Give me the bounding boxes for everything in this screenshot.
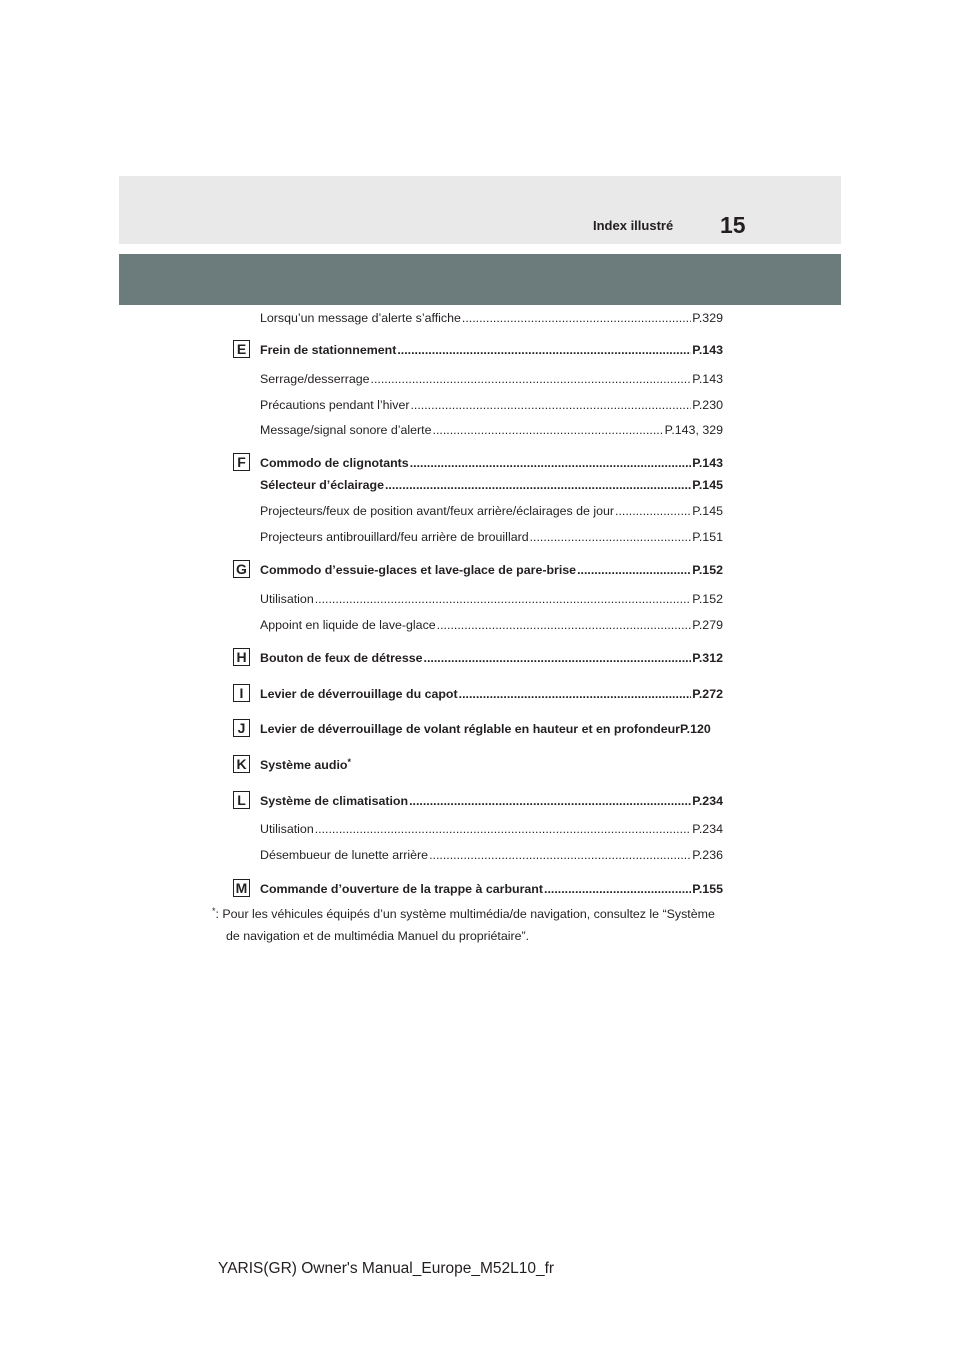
leader-dots [462,310,691,326]
entry-page-ref: P.329 [692,311,723,325]
footnote-marker: * [347,757,351,767]
leader-dots [397,342,691,358]
leader-dots [371,371,692,387]
entry-label: Sélecteur d’éclairage [260,478,384,492]
leader-dots [410,455,692,471]
entry-page-ref: P.230 [692,398,723,412]
index-entry [260,397,723,413]
leader-dots [409,793,691,809]
entry-label: Commodo d’essuie-glaces et lave-glace de pare-brise [260,563,577,577]
letter-box-j: J [233,719,250,737]
letter-box-i: I [233,684,250,702]
entry-label: Utilisation [260,592,314,606]
entry-page-ref: P.143 [692,456,723,470]
entry-page-ref: P.145 [692,478,723,492]
entry-label: Désembueur de lunette arrière [260,848,429,862]
leader-dots [437,617,692,633]
index-entry [260,881,723,897]
index-entry [260,821,723,837]
entry-label: Système de climatisation [260,794,409,808]
letter-box-m: M [233,879,250,897]
page-number: 15 [720,212,746,238]
entry-label: Appoint en liquide de lave-glace [260,618,436,632]
entry-page-ref: P.143 [692,343,723,357]
index-entry [260,422,723,438]
leader-dots [410,397,691,413]
entry-label: Bouton de feux de détresse [260,651,423,665]
entry-label: Levier de déverrouillage du capot [260,687,458,701]
leader-dots [385,477,691,493]
entry-label: Serrage/desserrage [260,372,370,386]
entry-label: Commande d’ouverture de la trappe à carburant [260,882,543,896]
index-entry [260,529,723,545]
leader-dots [315,591,691,607]
entry-label: Projecteurs antibrouillard/feu arrière de brouillard [260,530,529,544]
letter-box-g: G [233,560,250,578]
leader-dots [615,503,691,519]
index-entry [260,847,723,863]
leader-dots [459,686,692,702]
entry-label: Frein de stationnement [260,343,397,357]
entry-page-ref: P.312 [692,651,723,665]
index-entry [260,591,723,607]
leader-dots [315,821,691,837]
letter-box-h: H [233,648,250,666]
leader-dots [433,422,664,438]
entry-label: Utilisation [260,822,314,836]
entry-page-ref: P.143, 329 [664,423,723,437]
leader-dots [424,650,692,666]
leader-dots [530,529,692,545]
index-entry [260,455,723,471]
footnote-mark: * [212,906,216,916]
index-entry [260,757,723,774]
section-title: Index illustré [593,218,674,233]
entry-label: Commodo de clignotants [260,456,409,470]
entry-label: Projecteurs/feux de position avant/feux arrière/éclairages de jour [260,504,615,518]
entry-label: Message/signal sonore d’alerte [260,423,432,437]
footnote-text-1: : Pour les véhicules équipés d’un système multimédia/de navigation, consultez le “Système [215,907,715,921]
entry-label: Précautions pendant l’hiver [260,398,410,412]
letter-box-e: E [233,340,250,358]
footnote-line-2: de navigation et de multimédia Manuel du propriétaire”. [226,929,530,943]
letter-box-k: K [233,755,250,773]
footnote [212,903,752,947]
index-entry [260,617,723,633]
index-entry [260,477,723,493]
index-entry [260,310,723,326]
index-entry [260,650,723,666]
entry-label: Levier de déverrouillage de volant réglable en hauteur et en profondeurP.120 [260,722,711,736]
entry-page-ref: P.279 [692,618,723,632]
entry-page-ref: P.143 [692,372,723,386]
entry-page-ref: P.145 [692,504,723,518]
entry-page-ref: P.236 [692,848,723,862]
index-entry [260,793,723,809]
entry-page-ref: P.152 [692,592,723,606]
entry-page-ref: P.152 [692,563,723,577]
entry-page-ref: P.151 [692,530,723,544]
index-entry [260,371,723,387]
entry-label: Lorsqu’un message d’alerte s’affiche [260,311,461,325]
leader-dots [577,562,691,578]
leader-dots [544,881,691,897]
leader-dots [429,847,691,863]
letter-box-l: L [233,791,250,809]
index-entry [260,721,740,737]
entry-page-ref: P.234 [692,794,723,808]
letter-box-f: F [233,453,250,471]
index-entry [260,503,723,519]
entry-page-ref: P.272 [692,687,723,701]
entry-page-ref: P.155 [692,882,723,896]
entry-label: Système audio [260,758,348,772]
footer-manual-id: YARIS(GR) Owner's Manual_Europe_M52L10_fr [218,1260,555,1277]
index-entry [260,562,723,578]
index-entry [260,342,723,358]
entry-page-ref: P.234 [692,822,723,836]
footnote-line-1 [212,903,752,925]
index-entry [260,686,723,702]
